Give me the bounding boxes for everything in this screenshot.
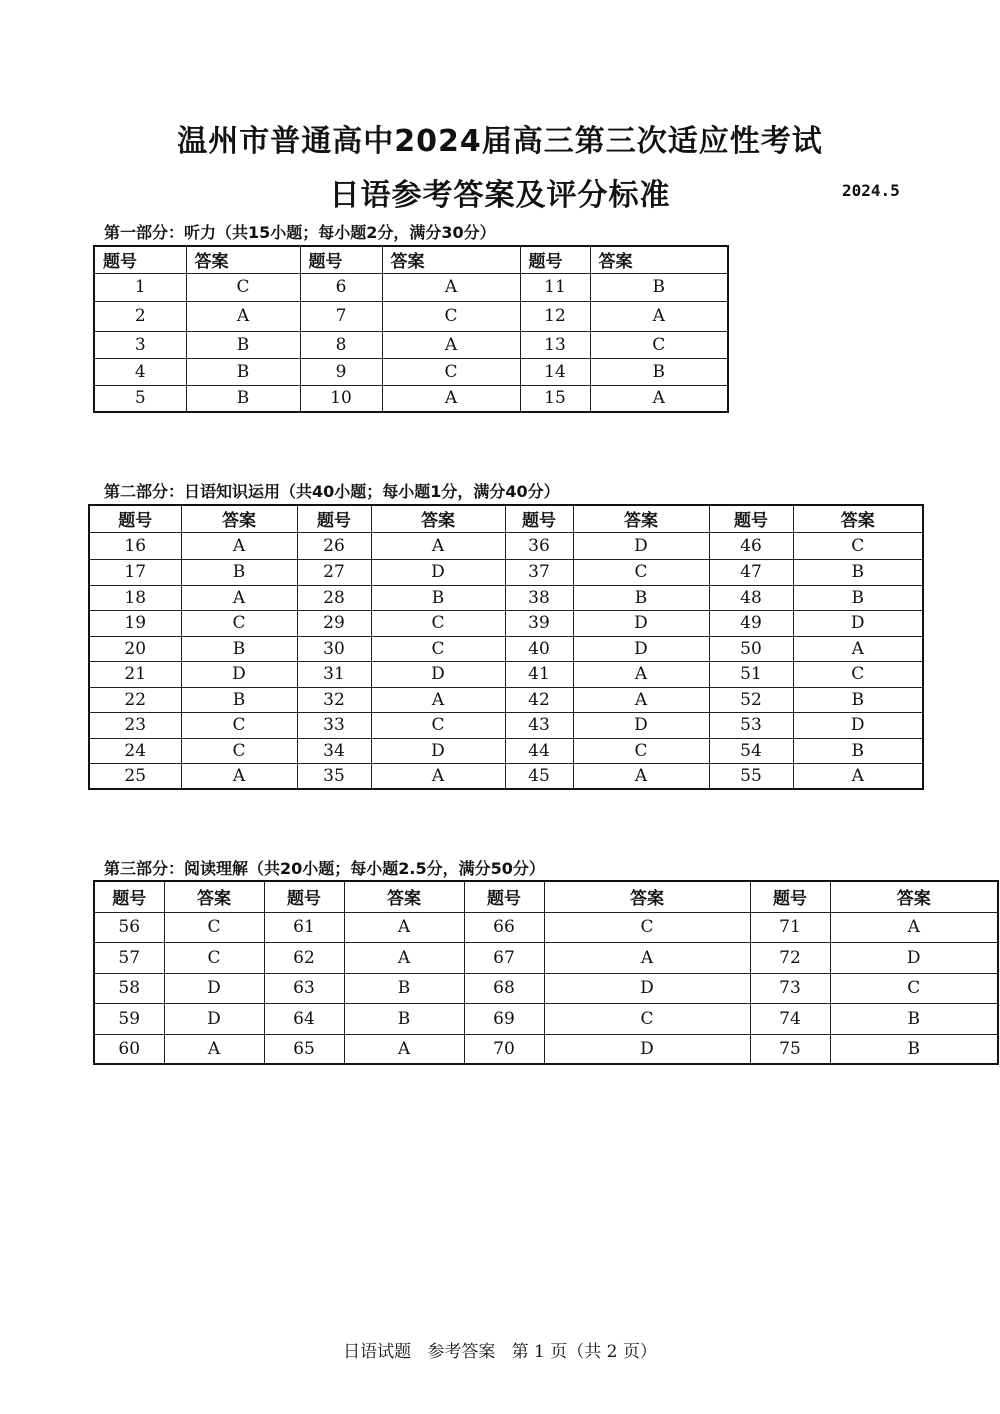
- header-answer: 答案: [186, 246, 300, 273]
- answer-letter: C: [573, 738, 709, 763]
- answer-letter: B: [573, 585, 709, 610]
- question-number: 28: [297, 585, 371, 610]
- answer-letter: A: [181, 585, 297, 610]
- answer-letter: A: [371, 763, 505, 789]
- question-number: 10: [300, 385, 382, 412]
- answer-letter: A: [590, 301, 728, 331]
- table-row: [94, 1034, 998, 1064]
- table-row: [94, 942, 998, 973]
- answer-letter: D: [830, 942, 998, 973]
- question-number: 18: [89, 585, 181, 610]
- question-number: 66: [464, 912, 544, 942]
- answer-letter: A: [186, 301, 300, 331]
- answer-letter: D: [181, 661, 297, 687]
- section-2-heading: 第二部分：日语知识运用（共40小题；每小题1分，满分40分）: [104, 482, 560, 501]
- question-number: 20: [89, 636, 181, 661]
- header-question-number: 题号: [464, 881, 544, 912]
- question-number: 36: [505, 532, 573, 559]
- question-number: 30: [297, 636, 371, 661]
- answer-letter: B: [793, 738, 923, 763]
- answer-letter: C: [793, 661, 923, 687]
- answer-letter: D: [573, 610, 709, 636]
- question-number: 56: [94, 912, 164, 942]
- answer-letter: A: [382, 331, 520, 358]
- answer-letter: A: [164, 1034, 264, 1064]
- question-number: 48: [709, 585, 793, 610]
- question-number: 49: [709, 610, 793, 636]
- question-number: 23: [89, 712, 181, 738]
- question-number: 51: [709, 661, 793, 687]
- question-number: 39: [505, 610, 573, 636]
- header-question-number: 题号: [709, 505, 793, 532]
- answer-letter: B: [181, 636, 297, 661]
- question-number: 4: [94, 358, 186, 385]
- table-row: [89, 763, 923, 789]
- question-number: 58: [94, 973, 164, 1003]
- reading-answer-table: [93, 880, 999, 1065]
- question-number: 1: [94, 273, 186, 301]
- answer-letter: B: [793, 559, 923, 585]
- question-number: 59: [94, 1003, 164, 1034]
- table-header-row: [89, 505, 923, 532]
- answer-letter: A: [382, 385, 520, 412]
- answer-letter: D: [573, 532, 709, 559]
- table-row: [89, 738, 923, 763]
- answer-letter: C: [164, 912, 264, 942]
- header-question-number: 题号: [94, 881, 164, 912]
- question-number: 57: [94, 942, 164, 973]
- question-number: 45: [505, 763, 573, 789]
- question-number: 44: [505, 738, 573, 763]
- answer-letter: B: [590, 273, 728, 301]
- header-answer: 答案: [573, 505, 709, 532]
- listening-answer-table: [93, 245, 729, 413]
- question-number: 60: [94, 1034, 164, 1064]
- table-row: [89, 636, 923, 661]
- answer-letter: D: [371, 559, 505, 585]
- answer-letter: D: [573, 712, 709, 738]
- header-question-number: 题号: [300, 246, 382, 273]
- answer-letter: A: [344, 912, 464, 942]
- answer-letter: A: [590, 385, 728, 412]
- answer-letter: D: [371, 738, 505, 763]
- question-number: 53: [709, 712, 793, 738]
- question-number: 3: [94, 331, 186, 358]
- language-knowledge-answer-table: [88, 504, 924, 790]
- answer-letter: A: [573, 687, 709, 712]
- answer-letter: A: [573, 661, 709, 687]
- answer-letter: C: [164, 942, 264, 973]
- question-number: 5: [94, 385, 186, 412]
- table-row: [89, 610, 923, 636]
- answer-letter: D: [371, 661, 505, 687]
- question-number: 13: [520, 331, 590, 358]
- answer-letter: C: [544, 912, 750, 942]
- table-row: [89, 712, 923, 738]
- question-number: 74: [750, 1003, 830, 1034]
- header-answer: 答案: [590, 246, 728, 273]
- header-question-number: 题号: [750, 881, 830, 912]
- question-number: 17: [89, 559, 181, 585]
- question-number: 19: [89, 610, 181, 636]
- header-answer: 答案: [164, 881, 264, 912]
- answer-letter: C: [371, 636, 505, 661]
- answer-letter: C: [186, 273, 300, 301]
- section-3-heading: 第三部分：阅读理解（共20小题；每小题2.5分，满分50分）: [104, 859, 545, 878]
- question-number: 32: [297, 687, 371, 712]
- answer-letter: A: [544, 942, 750, 973]
- question-number: 55: [709, 763, 793, 789]
- header-question-number: 题号: [264, 881, 344, 912]
- answer-letter: C: [573, 559, 709, 585]
- question-number: 43: [505, 712, 573, 738]
- header-answer: 答案: [830, 881, 998, 912]
- header-answer: 答案: [793, 505, 923, 532]
- question-number: 52: [709, 687, 793, 712]
- question-number: 50: [709, 636, 793, 661]
- answer-letter: C: [544, 1003, 750, 1034]
- question-number: 11: [520, 273, 590, 301]
- exam-date: 2024.5: [842, 181, 900, 200]
- header-answer: 答案: [544, 881, 750, 912]
- answer-letter: B: [186, 385, 300, 412]
- answer-letter: A: [344, 1034, 464, 1064]
- question-number: 47: [709, 559, 793, 585]
- question-number: 9: [300, 358, 382, 385]
- table-row: [94, 273, 728, 301]
- table-row: [89, 532, 923, 559]
- answer-letter: D: [544, 1034, 750, 1064]
- exam-title: 温州市普通高中2024届高三第三次适应性考试: [177, 124, 823, 159]
- question-number: 70: [464, 1034, 544, 1064]
- page-footer: 日语试题 参考答案 第 1 页（共 2 页）: [343, 1342, 657, 1362]
- question-number: 8: [300, 331, 382, 358]
- header-answer: 答案: [371, 505, 505, 532]
- question-number: 42: [505, 687, 573, 712]
- question-number: 38: [505, 585, 573, 610]
- section-1-heading: 第一部分：听力（共15小题；每小题2分，满分30分）: [104, 223, 496, 242]
- answer-letter: B: [830, 1003, 998, 1034]
- answer-letter: D: [793, 610, 923, 636]
- question-number: 16: [89, 532, 181, 559]
- table-header-row: [94, 881, 998, 912]
- answer-letter: B: [371, 585, 505, 610]
- answer-letter: B: [181, 559, 297, 585]
- question-number: 21: [89, 661, 181, 687]
- question-number: 62: [264, 942, 344, 973]
- question-number: 33: [297, 712, 371, 738]
- question-number: 72: [750, 942, 830, 973]
- answer-letter: B: [793, 585, 923, 610]
- question-number: 61: [264, 912, 344, 942]
- question-number: 7: [300, 301, 382, 331]
- question-number: 54: [709, 738, 793, 763]
- question-number: 75: [750, 1034, 830, 1064]
- answer-letter: C: [830, 973, 998, 1003]
- answer-letter: B: [344, 973, 464, 1003]
- answer-letter: B: [590, 358, 728, 385]
- question-number: 12: [520, 301, 590, 331]
- table-header-row: [94, 246, 728, 273]
- question-number: 15: [520, 385, 590, 412]
- question-number: 2: [94, 301, 186, 331]
- question-number: 69: [464, 1003, 544, 1034]
- question-number: 64: [264, 1003, 344, 1034]
- question-number: 67: [464, 942, 544, 973]
- question-number: 63: [264, 973, 344, 1003]
- answer-letter: C: [793, 532, 923, 559]
- table-row: [89, 661, 923, 687]
- table-row: [89, 687, 923, 712]
- question-number: 71: [750, 912, 830, 942]
- question-number: 25: [89, 763, 181, 789]
- answer-letter: A: [830, 912, 998, 942]
- answer-letter: C: [181, 712, 297, 738]
- answer-letter: B: [186, 358, 300, 385]
- answer-letter: B: [186, 331, 300, 358]
- answer-letter: C: [181, 738, 297, 763]
- answer-letter: C: [382, 301, 520, 331]
- answer-letter: A: [382, 273, 520, 301]
- answer-letter: D: [164, 973, 264, 1003]
- answer-letter: A: [371, 687, 505, 712]
- answer-letter: A: [181, 532, 297, 559]
- table-row: [94, 385, 728, 412]
- question-number: 14: [520, 358, 590, 385]
- answer-letter: C: [181, 610, 297, 636]
- question-number: 65: [264, 1034, 344, 1064]
- question-number: 35: [297, 763, 371, 789]
- answer-letter: C: [371, 610, 505, 636]
- answer-letter: D: [164, 1003, 264, 1034]
- header-question-number: 题号: [505, 505, 573, 532]
- table-row: [94, 1003, 998, 1034]
- question-number: 41: [505, 661, 573, 687]
- table-row: [94, 331, 728, 358]
- question-number: 29: [297, 610, 371, 636]
- answer-letter: C: [371, 712, 505, 738]
- question-number: 26: [297, 532, 371, 559]
- question-number: 22: [89, 687, 181, 712]
- header-question-number: 题号: [297, 505, 371, 532]
- question-number: 6: [300, 273, 382, 301]
- header-answer: 答案: [382, 246, 520, 273]
- question-number: 31: [297, 661, 371, 687]
- header-question-number: 题号: [94, 246, 186, 273]
- question-number: 34: [297, 738, 371, 763]
- answer-letter: B: [830, 1034, 998, 1064]
- table-row: [94, 358, 728, 385]
- answer-letter: A: [573, 763, 709, 789]
- table-row: [94, 301, 728, 331]
- header-question-number: 题号: [520, 246, 590, 273]
- header-answer: 答案: [181, 505, 297, 532]
- answer-letter: B: [181, 687, 297, 712]
- header-answer: 答案: [344, 881, 464, 912]
- table-row: [89, 585, 923, 610]
- question-number: 73: [750, 973, 830, 1003]
- table-row: [89, 559, 923, 585]
- question-number: 68: [464, 973, 544, 1003]
- answer-key-title: 日语参考答案及评分标准: [329, 178, 671, 213]
- table-row: [94, 912, 998, 942]
- answer-letter: A: [793, 636, 923, 661]
- question-number: 24: [89, 738, 181, 763]
- answer-letter: A: [371, 532, 505, 559]
- answer-letter: C: [382, 358, 520, 385]
- answer-letter: D: [793, 712, 923, 738]
- answer-letter: D: [544, 973, 750, 1003]
- answer-letter: D: [573, 636, 709, 661]
- header-question-number: 题号: [89, 505, 181, 532]
- answer-letter: B: [344, 1003, 464, 1034]
- question-number: 27: [297, 559, 371, 585]
- question-number: 46: [709, 532, 793, 559]
- table-row: [94, 973, 998, 1003]
- answer-letter: A: [181, 763, 297, 789]
- question-number: 37: [505, 559, 573, 585]
- answer-letter: C: [590, 331, 728, 358]
- answer-letter: A: [793, 763, 923, 789]
- answer-letter: B: [793, 687, 923, 712]
- question-number: 40: [505, 636, 573, 661]
- answer-letter: A: [344, 942, 464, 973]
